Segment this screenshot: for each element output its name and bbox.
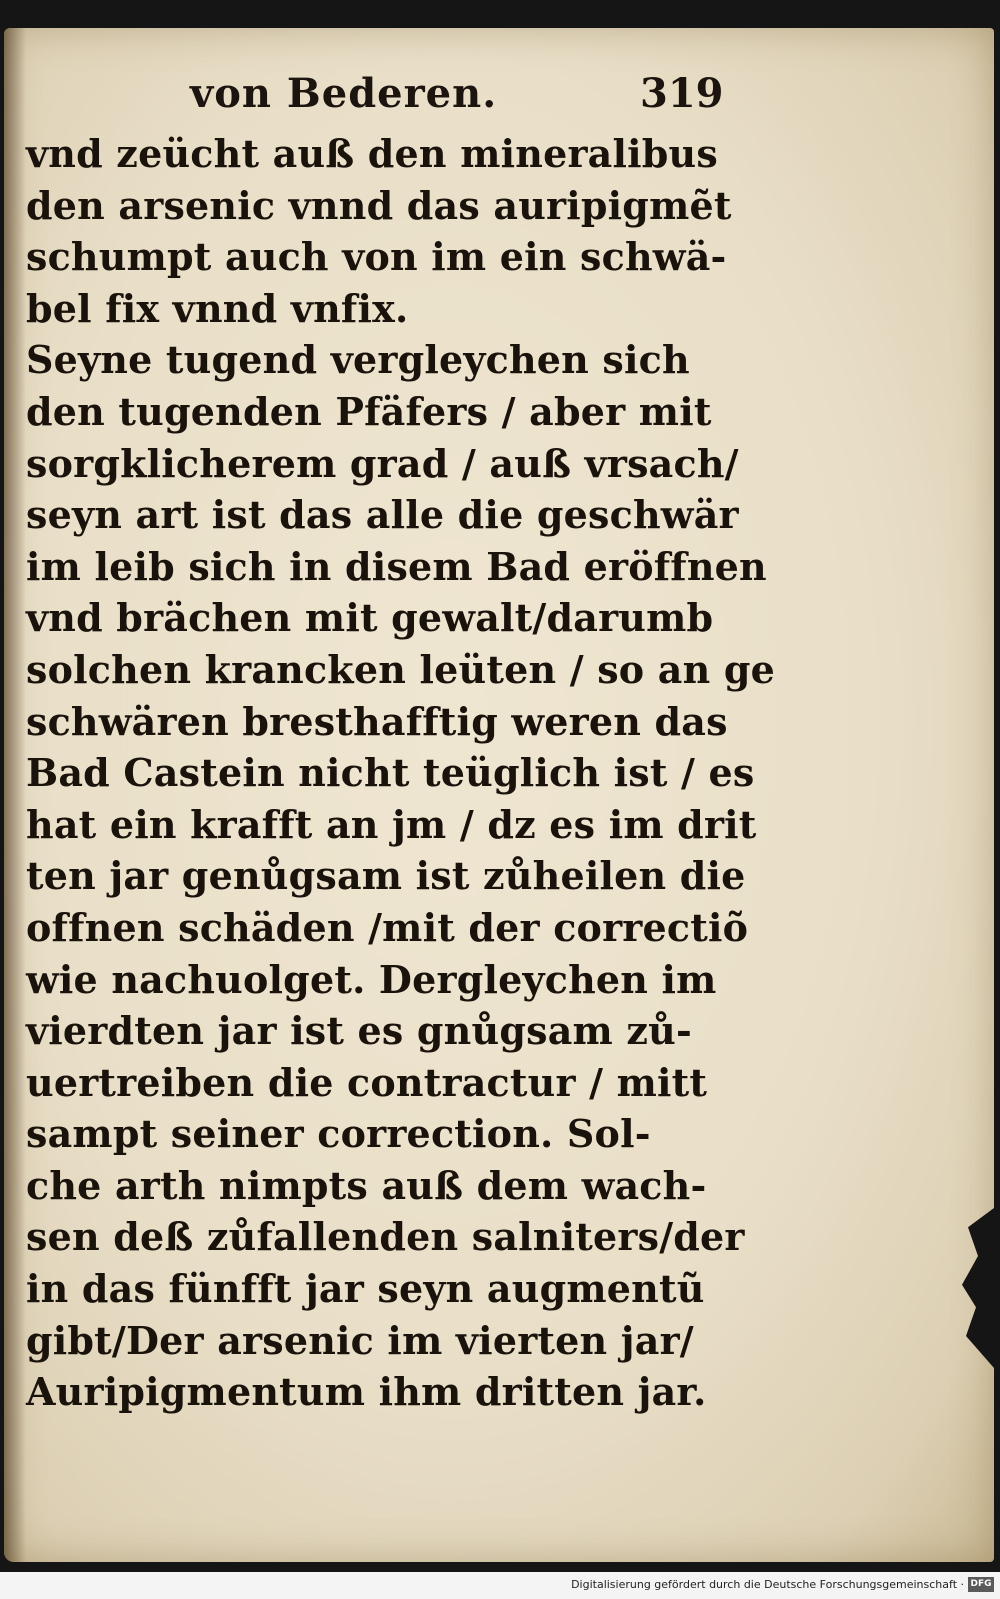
- text-line: solchen krancken leüten / so an ge: [26, 646, 776, 692]
- text-line: sampt seiner correction. Sol-: [26, 1111, 651, 1157]
- funding-credit: Digitalisierung gefördert durch die Deutsche Forschungsgemeinschaft ·: [571, 1578, 964, 1591]
- page-number: 319: [640, 70, 724, 117]
- text-line: offnen schäden /mit der correctiõ: [26, 904, 749, 950]
- text-line: Auripigmentum ihm dritten jar.: [26, 1369, 707, 1415]
- text-line: schumpt auch von im ein schwä-: [26, 234, 727, 280]
- dfg-logo-icon: DFG: [968, 1577, 994, 1592]
- text-block: [26, 128, 776, 1418]
- book-page: [4, 28, 994, 1562]
- digitization-footer: [0, 1572, 1000, 1599]
- text-line: gibt/Der arsenic im vierten jar/: [26, 1317, 694, 1363]
- page-tear: [954, 1208, 994, 1368]
- text-line: bel fix vnnd vnfix.: [26, 285, 409, 331]
- text-line: vnd brächen mit gewalt/darumb: [26, 595, 714, 641]
- text-line: wie nachuolget. Dergleychen im: [26, 956, 717, 1002]
- text-line: vnd zeücht auß den mineralibus: [26, 131, 718, 176]
- text-line: vierdten jar ist es gnůgsam zů-: [26, 1008, 692, 1054]
- text-line: schwären bresthafftig weren das: [26, 698, 728, 744]
- text-line: den tugenden Pfäfers / aber mit: [26, 388, 712, 434]
- text-line: seyn art ist das alle die geschwär: [26, 492, 739, 538]
- text-line: Bad Castein nicht teüglich ist / es: [26, 750, 755, 796]
- text-line: uertreiben die contractur / mitt: [26, 1059, 708, 1105]
- text-line: Seyne tugend vergleychen sich: [26, 337, 690, 383]
- text-line: im leib sich in disem Bad eröffnen: [26, 543, 767, 589]
- text-line: che arth nimpts auß dem wach-: [26, 1162, 707, 1208]
- text-line: sen deß zůfallenden salniters/der: [26, 1214, 745, 1260]
- text-line: ten jar genůgsam ist zůheilen die: [26, 853, 746, 899]
- text-line: hat ein krafft an jm / dz es im drit: [26, 801, 757, 847]
- text-line: den arsenic vnnd das auripigmẽt: [26, 182, 732, 228]
- page-header: [4, 70, 724, 126]
- text-line: in das fünfft jar seyn augmentũ: [26, 1266, 705, 1312]
- text-line: sorgklicherem grad / auß vrsach/: [26, 440, 739, 486]
- running-head: von Bederen.: [190, 70, 498, 117]
